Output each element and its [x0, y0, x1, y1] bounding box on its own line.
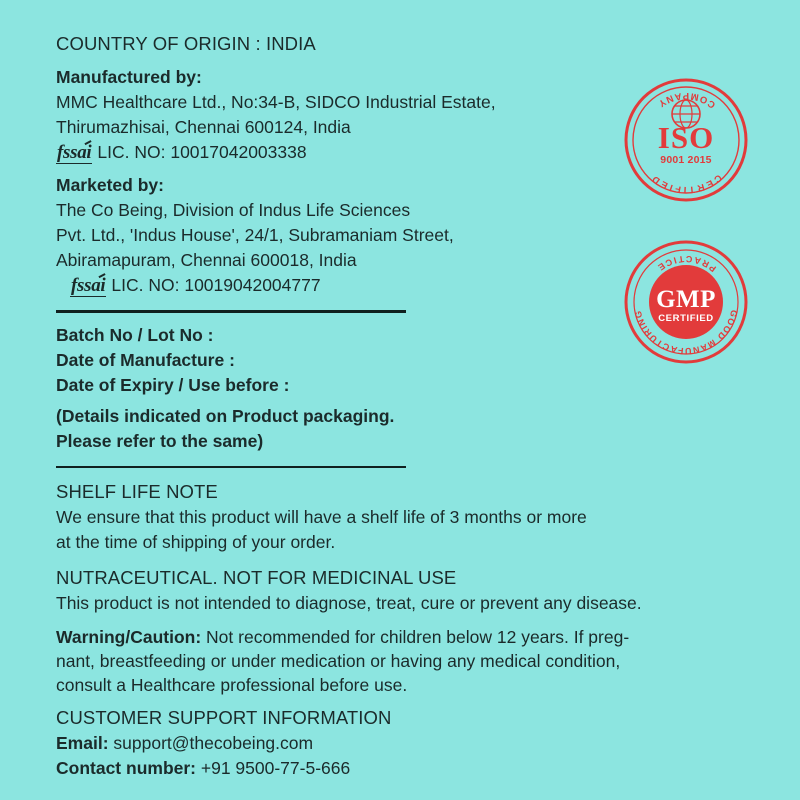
batch-note-line-1: (Details indicated on Product packaging. — [56, 405, 395, 426]
shelf-life-block — [56, 478, 744, 555]
svg-text:PRACTICE: PRACTICE — [654, 253, 718, 274]
manufacturer-fssai-licence: LIC. NO: 10017042003338 — [97, 142, 307, 162]
fssai-logo-icon: fssai — [71, 275, 106, 296]
warning-line-3: consult a Healthcare professional before use. — [56, 675, 408, 695]
support-email-value[interactable]: support@thecobeing.com — [108, 733, 314, 753]
gmp-badge-main-text: GMP — [656, 286, 716, 313]
manufactured-by-line-1: MMC Healthcare Ltd., No:34-B, SIDCO Industrial Estate, — [56, 92, 496, 112]
warning-line-2: nant, breastfeeding or under medication or having any medical condition, — [56, 651, 621, 671]
support-contact-row — [56, 756, 744, 781]
date-of-expiry-label: Date of Expiry / Use before : — [56, 374, 290, 395]
support-contact-value[interactable]: +91 9500-77-5-666 — [196, 758, 351, 778]
customer-support-block — [56, 704, 744, 781]
divider-bottom — [56, 466, 406, 469]
batch-no-label: Batch No / Lot No : — [56, 324, 214, 345]
support-email-row — [56, 731, 744, 756]
marketed-by-line-2: Pvt. Ltd., 'Indus House', 24/1, Subramaniam Street, — [56, 225, 454, 245]
manufactured-by-heading: Manufactured by: — [56, 67, 202, 87]
iso-badge-main-text: ISO — [657, 120, 715, 155]
svg-text:COMPANY: COMPANY — [654, 89, 718, 111]
certification-badges — [624, 78, 754, 364]
support-email-label: Email: — [56, 733, 109, 753]
marketed-by-line-3: Abiramapuram, Chennai 600018, India — [56, 250, 357, 270]
date-of-manufacture-label: Date of Manufacture : — [56, 349, 235, 370]
marketer-fssai-licence: LIC. NO: 10019042004777 — [111, 275, 321, 295]
shelf-life-line-1: We ensure that this product will have a shelf life of 3 months or more — [56, 507, 587, 527]
country-of-origin: COUNTRY OF ORIGIN : INDIA — [56, 33, 316, 54]
warning-block — [56, 625, 744, 697]
iso-badge-sub-text: 9001 2015 — [660, 154, 712, 166]
warning-label: Warning/Caution: — [56, 627, 202, 647]
nutraceutical-heading: NUTRACEUTICAL. NOT FOR MEDICINAL USE — [56, 567, 457, 588]
marketed-by-line-1: The Co Being, Division of Indus Life Sciences — [56, 200, 411, 220]
svg-text:CERTIFIED: CERTIFIED — [648, 171, 724, 196]
manufactured-by-line-2: Thirumazhisai, Chennai 600124, India — [56, 117, 351, 137]
marketed-by-heading: Marketed by: — [56, 175, 164, 195]
gmp-badge-sub-text: CERTIFIED — [658, 313, 714, 324]
warning-line-1: Not recommended for children below 12 years. If preg- — [201, 627, 630, 647]
nutraceutical-block — [56, 564, 744, 616]
divider-top — [56, 310, 406, 313]
fssai-logo-icon: fssai — [57, 142, 92, 163]
customer-support-heading: CUSTOMER SUPPORT INFORMATION — [56, 707, 392, 728]
batch-note-line-2: Please refer to the same) — [56, 430, 264, 451]
support-contact-label: Contact number: — [56, 758, 196, 778]
iso-certification-badge — [624, 78, 748, 202]
gmp-certification-badge — [624, 240, 748, 364]
nutraceutical-line-1: This product is not intended to diagnose, treat, cure or prevent any disease. — [56, 593, 642, 613]
warning-first-line — [56, 625, 744, 649]
shelf-life-line-2: at the time of shipping of your order. — [56, 532, 336, 552]
shelf-life-heading: SHELF LIFE NOTE — [56, 481, 218, 502]
svg-text:GOOD MANUFACTURING: GOOD MANUFACTURING — [632, 308, 740, 357]
